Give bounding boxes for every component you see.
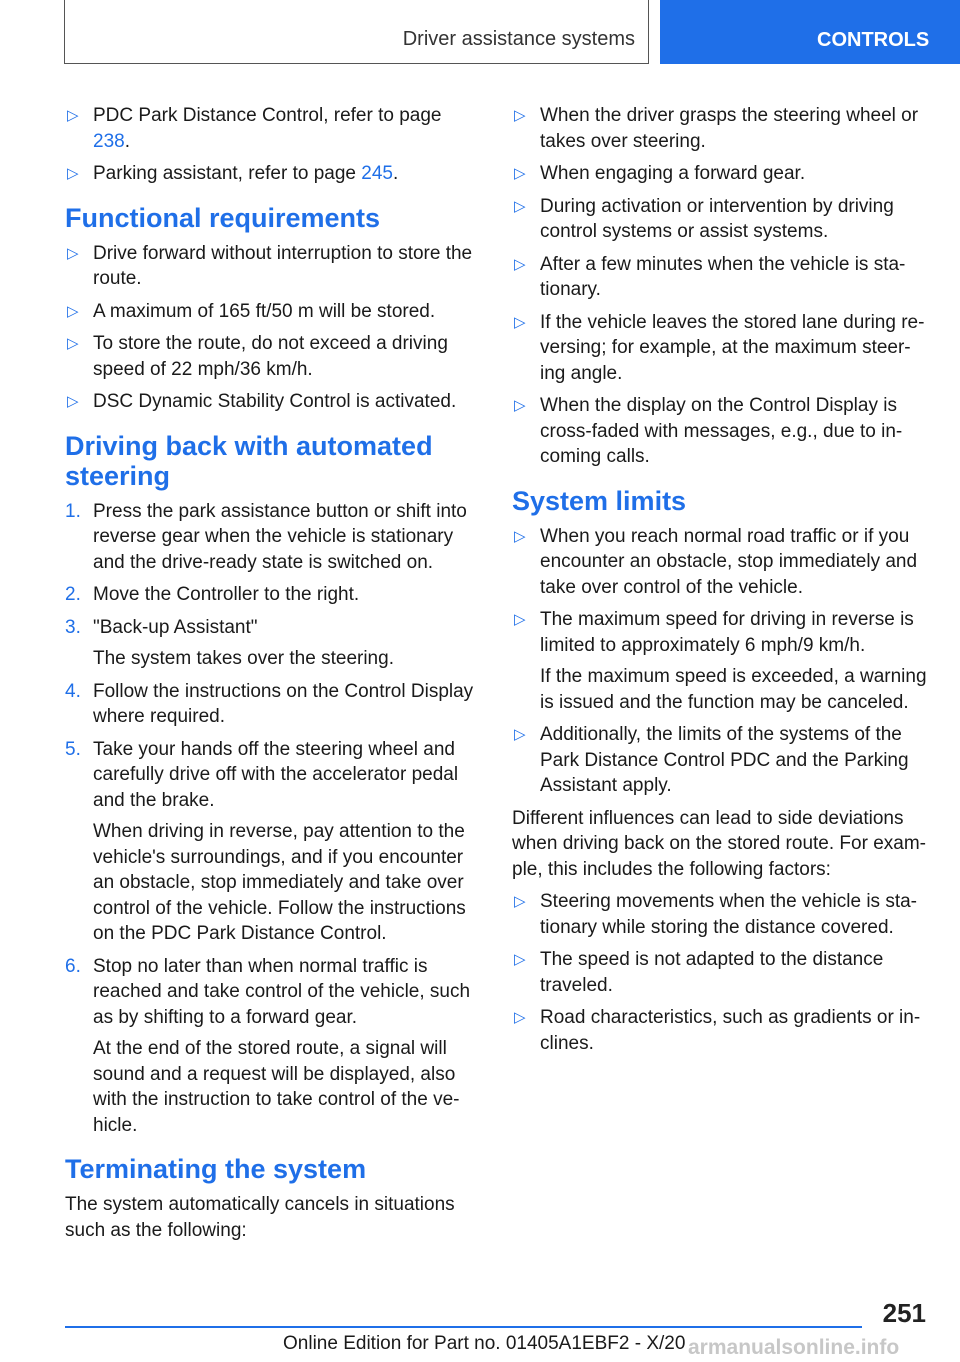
- page-link[interactable]: 238: [93, 130, 125, 152]
- paragraph: Different influences can lead to side deviations when driving back on the stored route. For exam-ple, this includes the following factors:: [512, 807, 926, 880]
- list-item: ▷ PDC Park Distance Control, refer to page 238.: [67, 105, 442, 152]
- step-item: 2. Move the Controller to the right.: [65, 582, 480, 608]
- triangle-bullet-icon: ▷: [67, 244, 79, 262]
- header-section-title: Driver assistance systems: [402, 28, 635, 50]
- triangle-bullet-icon: ▷: [514, 165, 526, 182]
- footer-edition: Online Edition for Part no. 01405A1EBF2 - X/20: [283, 1333, 686, 1354]
- step-number: 6.: [65, 955, 81, 977]
- step-number: 2.: [65, 584, 81, 605]
- triangle-bullet-icon: ▷: [514, 397, 526, 414]
- step-note: When driving in reverse, pay attention to the vehicle's surroundings, and if you encounter an obstacle, stop immediately and take over control of the vehicle. Follow the instructions on the PDC Park Distance Control.: [93, 821, 466, 944]
- list-item: ▷ When the driver grasps the steering wheel or takes over steering.: [514, 105, 919, 152]
- page-number: 251: [882, 1298, 926, 1328]
- step-item: 6. Stop no later than when normal traffic is reached and take control of the vehicle, such as by shifting to a forward gear. At the end of the stored route, a signal will sound and a request will be displayed, also with the instruction to take control of the ve-hicle.: [65, 954, 480, 1139]
- page-link[interactable]: 245: [361, 163, 393, 184]
- section-heading-terminating: Terminating the system: [65, 1154, 367, 1184]
- list-item: ▷ Steering movements when the vehicle is sta-tionary while storing the distance covered.: [514, 891, 918, 938]
- header-chapter-tab[interactable]: CONTROLS: [660, 0, 960, 64]
- item-note: If the maximum speed is exceeded, a warning is issued and the function may be canceled.: [540, 666, 927, 713]
- left-column: [65, 103, 480, 1250]
- triangle-bullet-icon: ▷: [67, 107, 79, 124]
- triangle-bullet-icon: ▷: [514, 255, 526, 273]
- section-heading-functional-requirements: Functional requirements: [65, 202, 381, 233]
- step-item: 1. Press the park assistance button or shift into reverse gear when the vehicle is stationary and the drive-ready state is switched on.: [65, 500, 467, 573]
- list-item: ▷ Additionally, the limits of the systems of the Park Distance Control PDC and the Parking Assistant apply.: [514, 724, 909, 796]
- triangle-bullet-icon: ▷: [514, 107, 526, 124]
- list-item: ▷ If the vehicle leaves the stored lane during re-versing; for example, at the maximum steer-ing angle.: [514, 311, 925, 384]
- list-item: ▷ DSC Dynamic Stability Control is activated.: [65, 389, 480, 415]
- list-item: ▷ When engaging a forward gear.: [512, 161, 927, 187]
- step-item: 4. Follow the instructions on the Control Display where required.: [65, 680, 474, 727]
- list-item: ▷ Road characteristics, such as gradients or in-clines.: [514, 1007, 921, 1054]
- triangle-bullet-icon: ▷: [514, 611, 526, 628]
- triangle-bullet-icon: ▷: [514, 951, 526, 968]
- triangle-bullet-icon: ▷: [67, 335, 79, 352]
- step-item: 3. "Back-up Assistant" The system takes over the steering.: [65, 615, 480, 672]
- list-item: ▷ Parking assistant, refer to page 245.: [65, 161, 480, 187]
- step-note: The system takes over the steering.: [93, 648, 394, 669]
- watermark: armanualsonline.info: [688, 1336, 900, 1359]
- paragraph: The system automatically cancels in situations such as the following:: [65, 1194, 455, 1241]
- triangle-bullet-icon: ▷: [514, 197, 526, 215]
- step-number: 4.: [65, 680, 81, 702]
- list-item: ▷ When the display on the Control Display is cross-faded with messages, e.g., due to in-coming calls.: [514, 395, 903, 467]
- triangle-bullet-icon: ▷: [514, 726, 526, 743]
- list-item: ▷ Drive forward without interruption to store the route.: [67, 242, 473, 289]
- section-heading-driving-back: Driving back with automated steering: [65, 430, 433, 491]
- section-heading-system-limits: System limits: [512, 485, 687, 516]
- triangle-bullet-icon: ▷: [67, 165, 79, 182]
- list-item: ▷ When you reach normal road traffic or if you encounter an obstacle, stop immediately and take over control of the vehicle.: [514, 525, 918, 598]
- step-number: 5.: [65, 738, 81, 760]
- list-item: ▷ After a few minutes when the vehicle is sta-tionary.: [514, 253, 906, 300]
- triangle-bullet-icon: ▷: [514, 1009, 526, 1026]
- list-item: ▷ During activation or intervention by driving control systems or assist systems.: [514, 195, 894, 242]
- footer-divider: [65, 1326, 862, 1328]
- triangle-bullet-icon: ▷: [67, 393, 79, 410]
- step-number: 3.: [65, 616, 81, 638]
- step-item: 5. Take your hands off the steering wheel and carefully drive off with the accelerator pedal and the brake. When driving in reverse, pay attention to the vehicle's surroundings, and if you encounter an obstacle, stop immediately and take over control of the vehicle. Follow the instructions on the PDC Park Distance Control.: [65, 737, 480, 947]
- list-item: ▷ The maximum speed for driving in reverse is limited to approximately 6 mph/9 km/h. If the maximum speed is exceeded, a warning is issued and the function may be canceled.: [512, 607, 927, 715]
- triangle-bullet-icon: ▷: [67, 302, 79, 320]
- step-number: 1.: [65, 500, 81, 522]
- right-column: [512, 103, 927, 1063]
- triangle-bullet-icon: ▷: [514, 313, 526, 331]
- triangle-bullet-icon: ▷: [514, 527, 526, 545]
- list-item: ▷ A maximum of 165 ft/50 m will be stored.: [65, 299, 480, 325]
- triangle-bullet-icon: ▷: [514, 893, 526, 910]
- list-item: ▷ To store the route, do not exceed a driving speed of 22 mph/36 km/h.: [67, 333, 448, 380]
- list-item: ▷ The speed is not adapted to the distance traveled.: [514, 949, 884, 996]
- step-note: At the end of the stored route, a signal will sound and a request will be displayed, also with the instruction to take control of the ve-hicle.: [93, 1038, 460, 1136]
